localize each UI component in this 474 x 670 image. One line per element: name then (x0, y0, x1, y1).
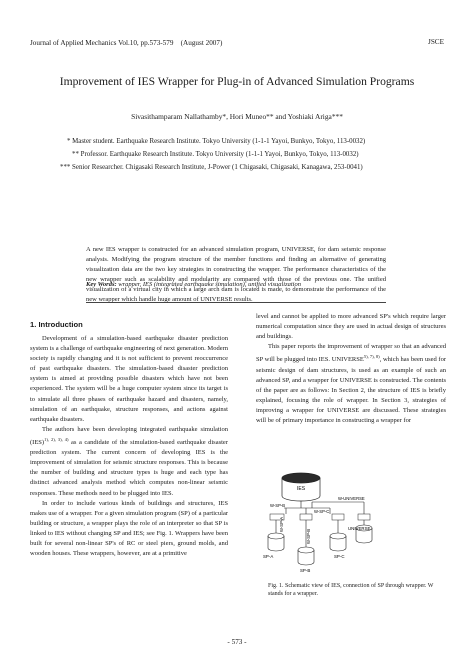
sp-c-cylinder (330, 533, 346, 559)
paragraph: Development of a simulation-based earthquake disaster prediction system is a challenge of earthquake engineering of next generation. Modern society is rapidly changing and it is not sufficient to prevent reoccurrence of past earthquake disasters. The simulation-based disaster prediction system is aimed at providing possible disasters which have not been experienced. The system will be a huge computer system since its target is to simulate all three phases of earthquake hazard and disasters, namely, simulation of an earthquake, structure responses, and actions against earthquake disasters. (30, 335, 228, 423)
universe-cylinder (348, 525, 372, 543)
paragraph-text: , which has been used for seismic design of dam structures, is used as an example of such an advanced SP, and a wrapper for UNIVERSE is constructed. The contents of the paper are as follows: In Section 2, the structure of IES is briefly explained, focusing the role of wrapper. In Section 3, strategies of improving a wrapper for UNIVERSE are discussed. These strategies will be of primary importance in constructing a wrapper for (256, 356, 446, 425)
paragraph (256, 342, 446, 426)
right-column (256, 312, 446, 426)
abstract: A new IES wrapper is constructed for an advanced simulation program, UNIVERSE, for dam seismic response analysis. Modifying the program structure of the member functions and finding an alternative of generating visualization data are the two key strategies in constructing the wrapper. The performance characteristics of the new wrapper such as scalability and modularity are compared with those of the previous one. The unified visualization of a virtual city in which a large arch dam is located is made, to demonstrate the performance of the new wrapper which handle huge amount of UNIVERSE results. (86, 246, 386, 303)
sp-a-cylinder (263, 533, 284, 559)
page-number: - 573 - (227, 638, 247, 646)
w-sp-b-vertical-label: W-SP-B (306, 528, 311, 544)
paragraph: In order to include various kinds of buildings and structures, IES makes use of a wrapper. For a given simulation program (SP) of a particular building or structure, a wrapper plays the role of an interpreter so that SP is linked to IES without changing SP and IES; see Fig. 1. Wrappers have been built for several non-linear SP's of RC or steel piers, ground molds, and wooden houses. These wrappers, however, are at a primitive (30, 499, 228, 558)
citation: 5), 7), 8) (363, 354, 380, 360)
society-label: JSCE (428, 38, 444, 46)
paragraph-text: This paper reports the improvement of wrapper so that an advanced SP will be plugged into IES. UNIVERSE (256, 343, 446, 364)
paragraph-text: as a candidate of the simulation-based earthquake disaster prediction system. The current concern of developing IES is the improvement of simulation for seismic structure responses. This is because the number of building and structure types is huge and each type has distinct advanced analysis method which computes non-linear seismic responses. These methods need to be plugged into IES. (30, 439, 228, 497)
figure-caption: Fig. 1. Schematic view of IES, connection of SP through wrapper. W stands for a wrapper. (268, 583, 434, 597)
sp-b-label: SP-B (300, 568, 311, 573)
paragraph: level and cannot be applied to more advanced SP's which require larger numerical computation since they are used in actual design of structures and buildings. (256, 313, 446, 341)
w-sp-c-label: W-SP-C (314, 509, 330, 514)
paragraph (30, 425, 228, 499)
w-sp-b-top-label: W-SP-B (270, 503, 286, 508)
w-sp-a-label: W-SP-A (279, 516, 284, 532)
wrapper-box-c (332, 514, 344, 520)
affiliation-1: * Master student. Earthquake Research Institute. Tokyo University (1-1-1 Yayoi, Bunkyo, Tokyo, 113-0032) (67, 138, 366, 145)
sp-a-label: SP-A (263, 554, 274, 559)
journal-header: Journal of Applied Mechanics Vol.10, pp.573-579 (August 2007) (30, 39, 223, 47)
section-title: 1. Introduction (30, 320, 83, 329)
paragraph-text: The authors have been developing integrated earthquake simulation (IES) (30, 425, 228, 447)
universe-label: UNIVERSE (348, 526, 371, 531)
ies-cylinder (282, 473, 320, 501)
keywords-label: Key Words: (86, 281, 117, 288)
wrapper-box-universe (358, 514, 370, 520)
ies-label: IES (296, 486, 306, 492)
citation: 1), 2), 3), 4) (44, 436, 69, 442)
affiliation-3: *** Senior Researcher. Chigasaki Research Institute, J-Power (1 Chigasaki, Chigasaki, Kanagawa, 253-0041) (60, 164, 363, 171)
ies-schematic-figure (256, 470, 446, 580)
keywords-text: wrapper, IES (integrated earthquake simulation), unified visualization (118, 281, 301, 288)
affiliation-2: ** Professor. Earthquake Research Institute. Tokyo University (1-1-1 Yayoi, Bunkyo, Tokyo, 113-0032) (72, 151, 359, 158)
sp-b-cylinder (298, 547, 314, 573)
left-column (30, 334, 228, 559)
w-universe-label: W-UNIVERSE (338, 496, 365, 501)
author-list: Sivasithamparam Nallathamby*, Hori Muneo** and Yoshiaki Ariga*** (131, 112, 343, 121)
wrapper-box-b (300, 514, 312, 520)
sp-c-label: SP-C (334, 554, 345, 559)
paper-title: Improvement of IES Wrapper for Plug-in of Advanced Simulation Programs (59, 75, 415, 88)
abstract-divider (86, 302, 386, 303)
keywords-line (86, 281, 386, 288)
